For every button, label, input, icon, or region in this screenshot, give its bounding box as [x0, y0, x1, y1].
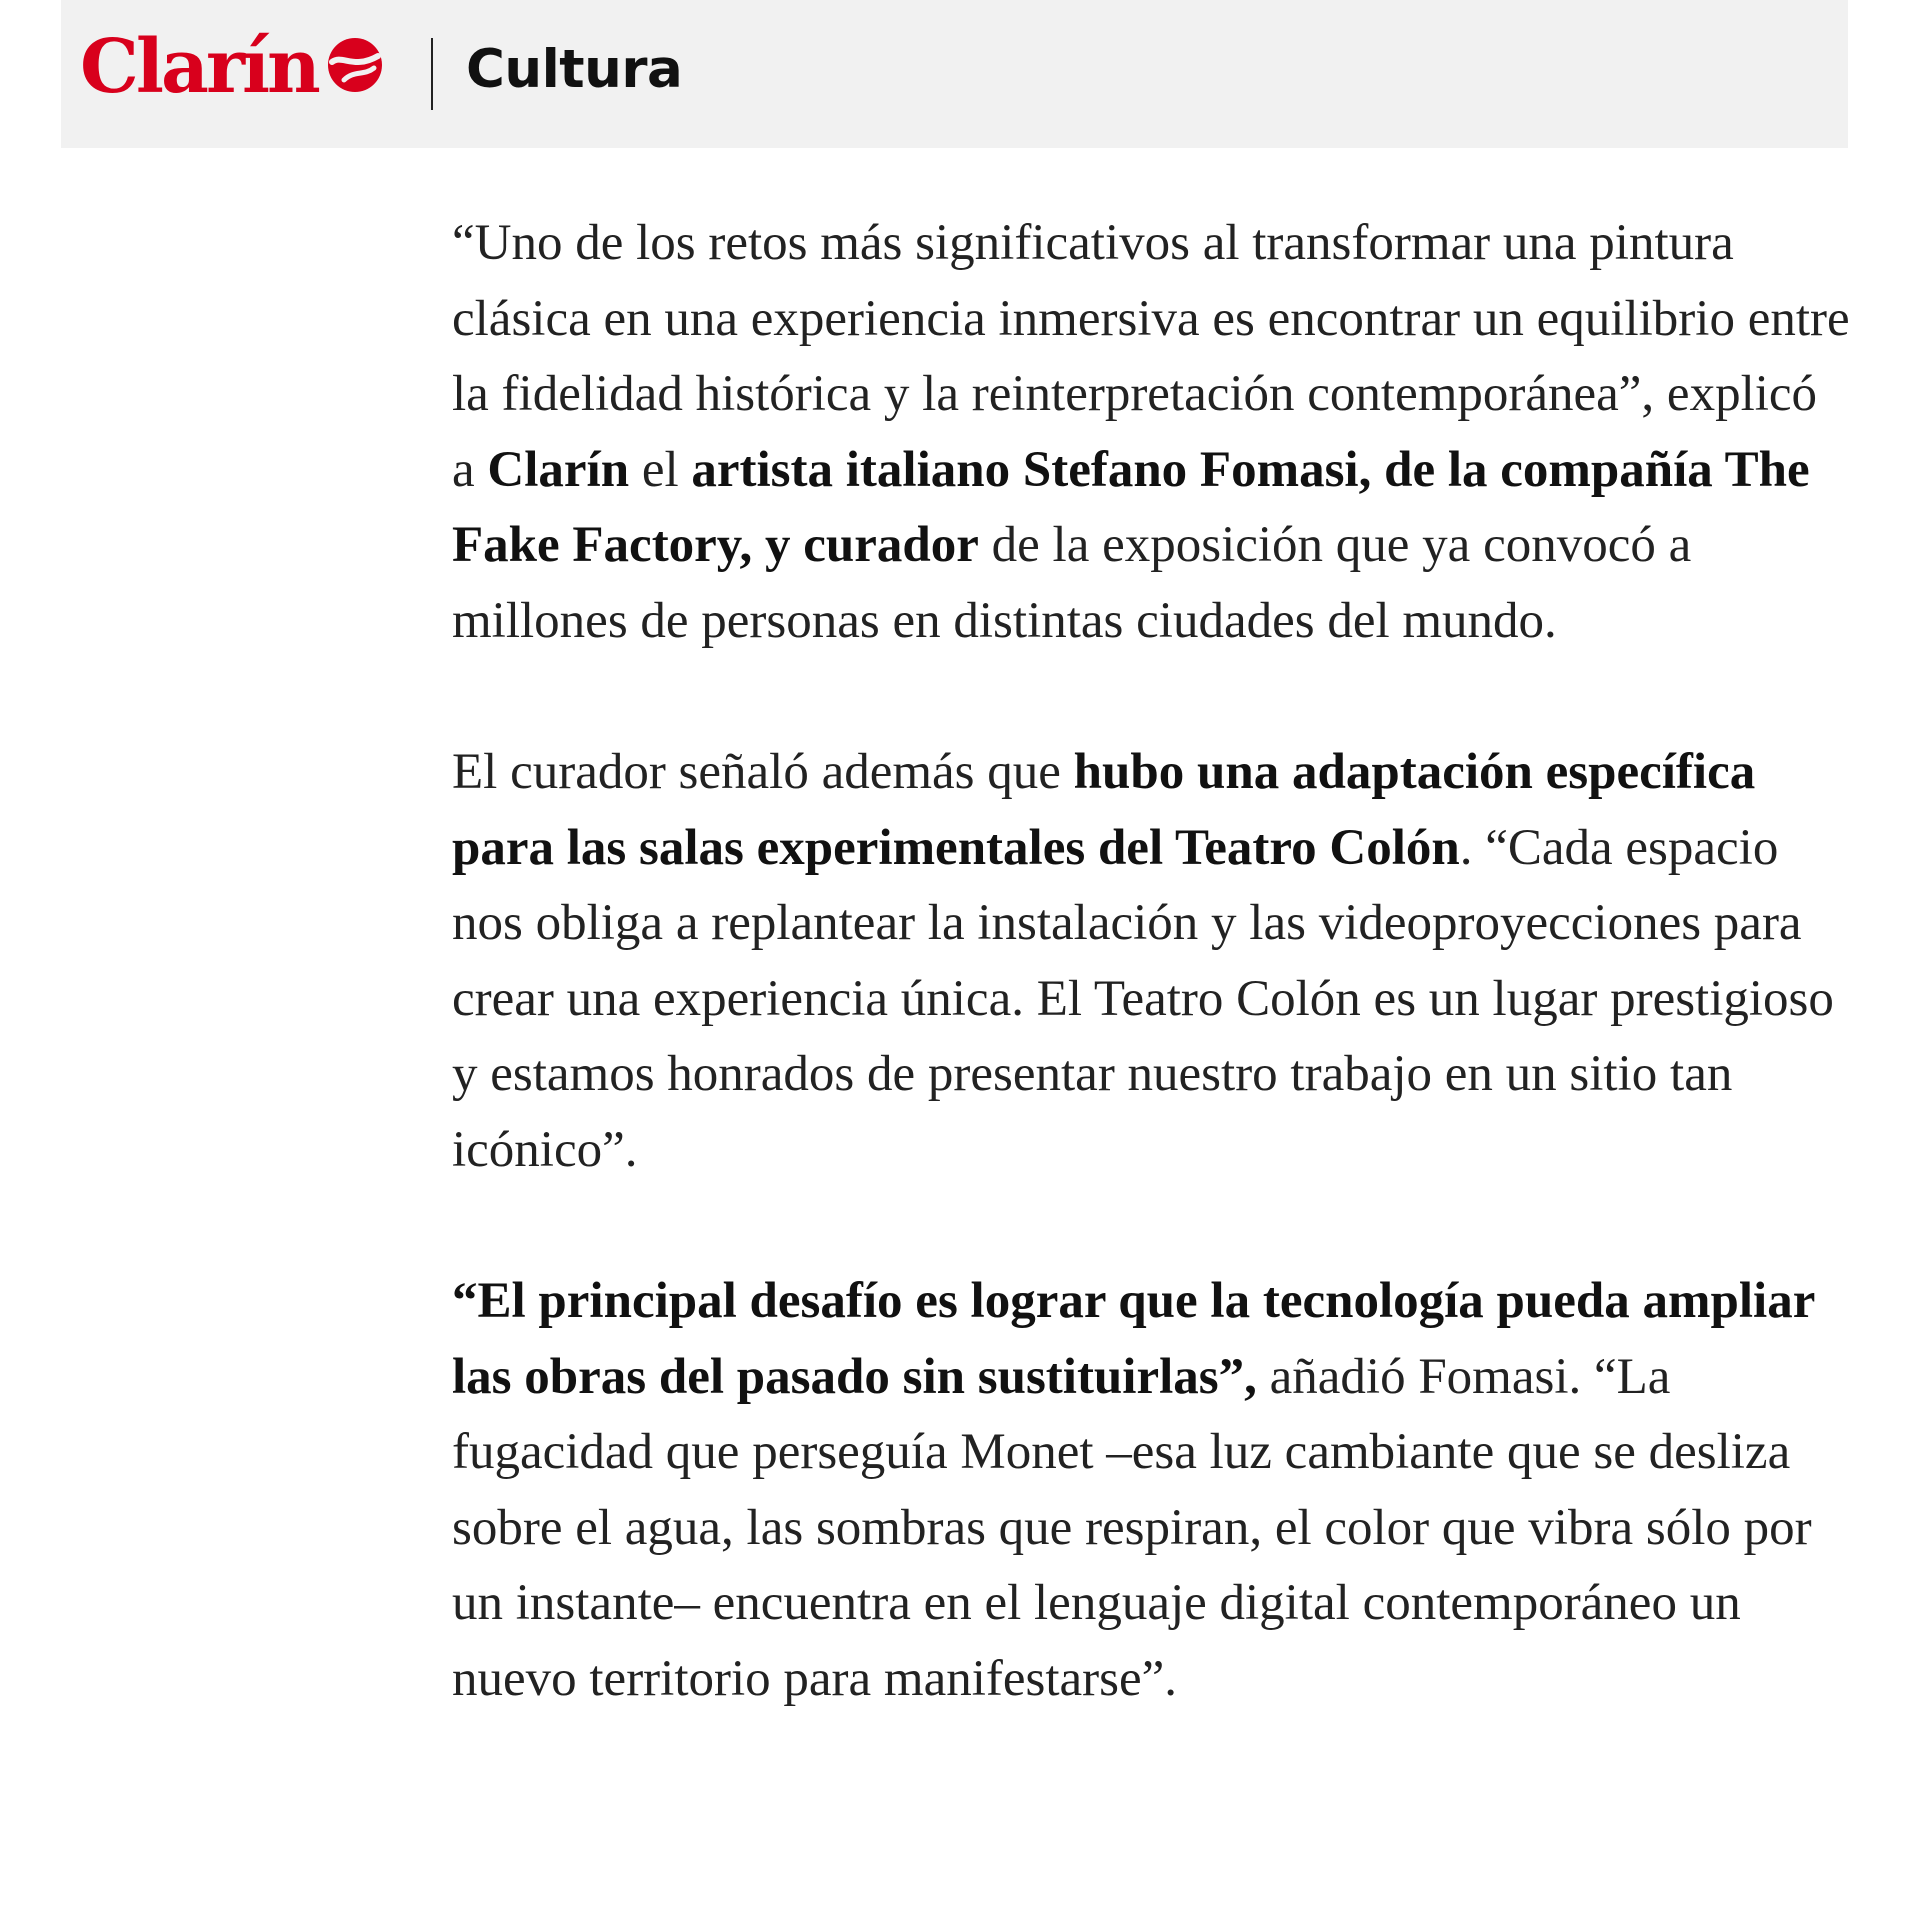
bold-run: hubo una adaptación específica para las salas experimentales del Teatro Colón — [452, 744, 1756, 876]
section-link[interactable]: Cultura — [466, 39, 683, 100]
brand-wordmark: Clarín — [80, 24, 318, 110]
text-run: de la exposición que ya convocó a millones de personas en distintas ciudades del mundo. — [452, 517, 1692, 649]
bold-run: “El principal desafío es lograr que la tecnología pueda ampliar las obras del pasado sin sustituirlas”, — [452, 1273, 1815, 1405]
bold-run: Clarín — [487, 441, 630, 498]
clarin-logo-icon — [324, 36, 386, 94]
paragraph-2 — [452, 735, 1852, 1188]
text-run: añadió Fomasi. “La fugacidad que perseguía Monet –esa luz cambiante que se desliza sobre el agua, las sombras que respiran, el color que vibra sólo por un instante– encuentra en el lenguaje digital contemporáneo un nuevo territorio para manifestarse”. — [452, 1348, 1812, 1707]
paragraph-3 — [452, 1264, 1852, 1717]
clarin-logo[interactable] — [80, 22, 386, 112]
bold-run: artista italiano Stefano Fomasi, de la compañía The Fake Factory, y curador — [452, 441, 1810, 573]
paragraph-1 — [452, 206, 1852, 659]
article-body — [452, 206, 1852, 1793]
header-divider — [431, 38, 433, 110]
text-run: el — [629, 441, 692, 498]
site-header — [61, 0, 1848, 148]
text-run: . “Cada espacio nos obliga a replantear la instalación y las videoproyecciones para crear una experiencia única. El Teatro Colón es un lugar prestigioso y estamos honrados de presentar nuestro trabajo en un sitio tan icónico”. — [452, 819, 1834, 1178]
text-run: El curador señaló además que — [452, 744, 1074, 800]
text-run: “Uno de los retos más significativos al transformar una pintura clásica en una experiencia inmersiva es encontrar un equilibrio entre la fidelidad histórica y la reinterpretación contemporánea”, explicó a — [452, 215, 1850, 498]
